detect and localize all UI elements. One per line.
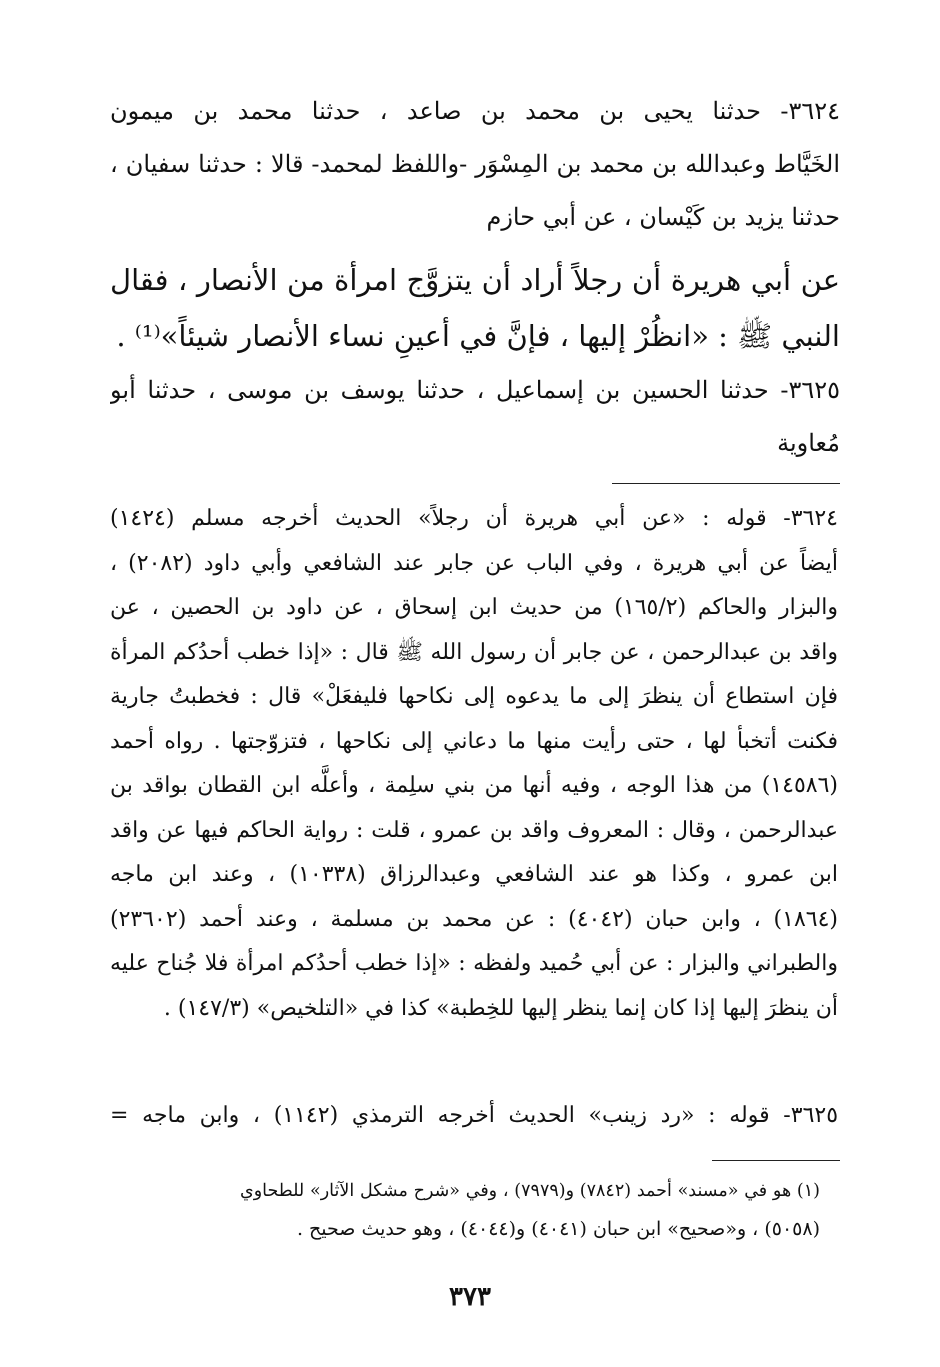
commentary-line: فكنت أتخبأ لها ، حتى رأيت منها ما دعاني إلى نكاحها ، فتزوّجتها . رواه أحمد <box>110 728 838 754</box>
text-line: ٣٦٢٥- حدثنا الحسين بن إسماعيل ، حدثنا يوسف بن موسى ، حدثنا أبو <box>110 376 840 404</box>
commentary-line: (١٨٦٤) ، وابن حبان (٤٠٤٢) : عن محمد بن مسلمة ، وعند أحمد (٢٣٦٠٢) <box>110 906 838 932</box>
commentary-line: (١٤٥٨٦) من هذا الوجه ، وفيه أنها من بني سلِمة ، وأعلَّه ابن القطان بواقد بن <box>110 773 838 798</box>
text-line: ٣٦٢٤- حدثنا يحيى بن محمد بن صاعد ، حدثنا محمد بن ميمون <box>110 97 840 125</box>
main-text <box>110 85 840 470</box>
commentary-3625 <box>110 1094 838 1138</box>
commentary-line: واقد بن عبدالرحمن ، عن جابر أن رسول الله ﷺ قال : «إذا خطب أحدُكم المرأة <box>110 639 838 665</box>
commentary-line: عبدالرحمن ، وقال : المعروف واقد بن عمرو ، قلت : رواية الحاكم فيها عن واقد <box>110 817 838 843</box>
footnote-line: (٥٠٥٨) ، و«صحيح» ابن حبان (٤٠٤١) و(٤٠٤٤) ، وهو حديث صحيح . <box>296 1218 820 1240</box>
text-line: النبي ﷺ : «انظُرْ إليها ، فإنَّ في أعينِ نساء الأنصار شيئاً»⁽¹⁾ . <box>116 319 840 353</box>
text-line: مُعاوية <box>777 429 840 457</box>
footnote <box>240 1172 820 1248</box>
text-line: عن أبي هريرة أن رجلاً أراد أن يتزوَّج امرأة من الأنصار ، فقال <box>110 263 840 297</box>
commentary-line: فإن استطاع أن ينظرَ إلى ما يدعوه إلى نكاحها فليفعَلْ» قال : فخطبتُ جارية <box>110 684 838 709</box>
commentary-line: والبزار والحاكم (١٦٥/٢) من حديث ابن إسحاق ، عن داود بن الحصين ، عن <box>110 595 838 620</box>
commentary-line: أيضاً عن أبي هريرة ، وفي الباب عن جابر عند الشافعي وأبي داود (٢٠٨٢) ، <box>110 550 838 576</box>
commentary-line: ٣٦٢٤- قوله : «عن أبي هريرة أن رجلاً» الحديث أخرجه مسلم (١٤٢٤) <box>110 506 838 531</box>
hadith-3624-matn <box>110 252 840 364</box>
hadith-3625-chain <box>110 364 840 470</box>
text-line: الخَيَّاط وعبدالله بن محمد بن المِسْوَر -واللفظ لمحمد- قالا : حدثنا سفيان ، <box>110 150 840 178</box>
commentary-line: ٣٦٢٥- قوله : «رد زينب» الحديث أخرجه الترمذي (١١٤٢) ، وابن ماجه = <box>110 1103 838 1128</box>
footnote-separator <box>712 1160 840 1161</box>
hadith-3624-chain <box>110 85 840 244</box>
commentary-line: أن ينظرَ إليها إذا كان إنما ينظر إليها للخِطبة» كذا في «التلخيص» (١٤٧/٣) . <box>163 995 838 1021</box>
commentary-line: والطبراني والبزار : عن أبي حُميد ولفظه : «إذا خطب أحدُكم امرأة فلا جُناح عليه <box>110 951 838 976</box>
page-number: ٣٧٣ <box>449 1282 491 1312</box>
commentary-line: ابن عمرو ، وكذا هو عند الشافعي وعبدالرزاق (١٠٣٣٨) ، وعند ابن ماجه <box>110 862 838 887</box>
footnote-line: (١) هو في «مسند» أحمد (٧٨٤٢) و(٧٩٧٩) ، وفي «شرح مشكل الآثار» للطحاوي <box>240 1181 820 1201</box>
commentary-3624 <box>110 497 838 1031</box>
commentary-separator <box>612 483 840 484</box>
text-line: حدثنا يزيد بن كَيْسان ، عن أبي حازم <box>486 203 840 231</box>
